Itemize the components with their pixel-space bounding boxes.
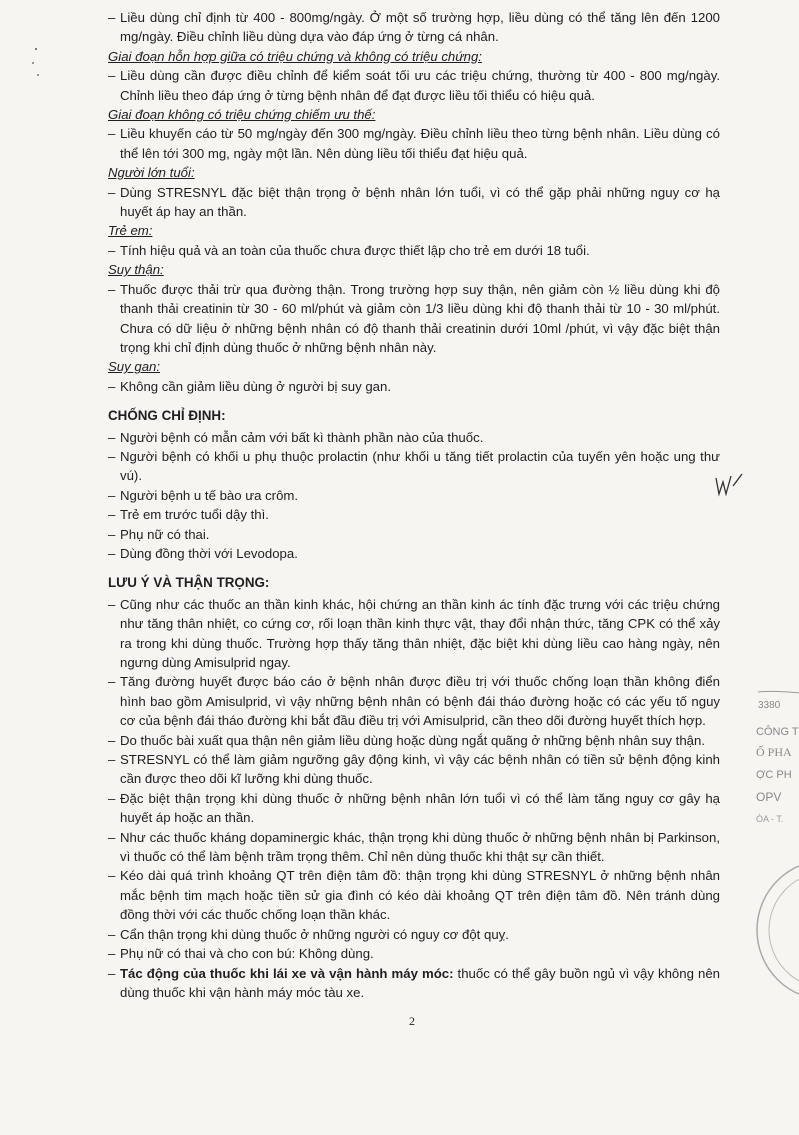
contraindication-item: – Dùng đồng thời với Levodopa.	[108, 544, 720, 563]
contraindication-item: – Người bệnh có mẫn cảm với bất kì thành phần nào của thuốc.	[108, 428, 720, 447]
contraindication-item: – Người bệnh có khối u phụ thuộc prolactin (như khối u tăng tiết prolactin của tuyến yên hoặc ung thư vú).	[108, 447, 720, 486]
warning-item: – Như các thuốc kháng dopaminergic khác, thận trọng khi dùng thuốc ở những bệnh nhân bị Parkinson, vì thuốc có thể làm bệnh trầm trọng thêm. Chỉ nên dùng thuốc khi thật sự cần thiết.	[108, 828, 720, 867]
hepatic-item: – Không cần giảm liều dùng ở người bị suy gan.	[108, 377, 720, 396]
elderly-list	[108, 183, 720, 222]
stamp-line-5: OPV	[756, 790, 782, 804]
renal-item: – Thuốc được thải trừ qua đường thận. Trong trường hợp suy thận, nên giảm còn ½ liều dùng khi độ thanh thải creatinin từ 30 - 60 ml/phút và giảm còn 1/3 liều dùng khi độ thanh thải từ 10 - 30 ml/phút. Chưa có dữ liệu ở những bệnh nhân có độ thanh thải creatinin dưới 10ml /phút, vì vậy đặc biệt thận trọng khi chỉ định dùng thuốc ở những bệnh nhân này.	[108, 280, 720, 358]
children-item: – Tính hiệu quả và an toàn của thuốc chưa được thiết lập cho trẻ em dưới 18 tuổi.	[108, 241, 720, 260]
hepatic-list	[108, 377, 720, 396]
document-body	[108, 8, 720, 1002]
elderly-heading: Người lớn tuổi:	[108, 165, 195, 181]
driving-label: Tác động của thuốc khi lái xe và vận hành máy móc:	[120, 965, 454, 981]
hepatic-heading: Suy gan:	[108, 359, 161, 375]
elderly-item: – Dùng STRESNYL đặc biệt thận trọng ở bệnh nhân lớn tuổi, vì có thể gặp phải những nguy cơ hạ huyết áp hay an thần.	[108, 183, 720, 222]
stamp-line-3: Ố PHA	[756, 745, 792, 759]
company-stamp	[752, 690, 799, 830]
warning-item: – STRESNYL có thể làm giảm ngưỡng gây động kinh, vì vậy các bệnh nhân có tiền sử bệnh động kinh cần được theo dõi kĩ lưỡng khi dùng thuốc.	[108, 750, 720, 789]
warning-item: – Tăng đường huyết được báo cáo ở bệnh nhân được điều trị với thuốc chống loạn thần không điển hình bao gồm Amisulprid, vì vậy những bệnh nhân có bệnh đái tháo đường hoặc có các yếu tố nguy cơ của bệnh đái tháo đường khi bắt đầu điều trị với Amisulprid, cần theo dõi đường huyết thích hợp.	[108, 672, 720, 730]
contraindication-item: – Người bệnh u tế bào ưa crôm.	[108, 486, 720, 505]
renal-list	[108, 280, 720, 358]
contraindications-list	[108, 428, 720, 564]
warning-item: – Cũng như các thuốc an thần kinh khác, hội chứng an thần kinh ác tính đặc trưng với các triệu chứng như tăng thân nhiệt, co cứng cơ, rối loạn thần kinh thực vật, thay đổi nhận thức, tăng CPK có thể xảy ra trong khi dùng thuốc. Trường hợp thấy tăng thân nhiệt, đặc biệt khi dùng liều cao hàng ngày, nên ngưng dùng Amisulprid ngay.	[108, 595, 720, 673]
top-list	[108, 8, 720, 47]
renal-heading: Suy thận:	[108, 262, 164, 278]
negative-phase-list	[108, 124, 720, 163]
negative-phase-item: – Liều khuyến cáo từ 50 mg/ngày đến 300 mg/ngày. Điều chỉnh liều theo từng bệnh nhân. Liều dùng có thể lên tới 300 mg, ngày một lần. Nên dùng liều tối thiểu đạt hiệu quả.	[108, 124, 720, 163]
negative-phase-heading: Giai đoạn không có triệu chứng chiếm ưu thế:	[108, 107, 376, 123]
driving-text: thuốc có thể gây buồn ngủ vì vậy không nên dùng thuốc khi vận hành máy móc tàu xe.	[120, 965, 720, 1000]
contraindication-item: – Trẻ em trước tuổi dậy thì.	[108, 505, 720, 524]
warning-item: – Cẩn thận trọng khi dùng thuốc ở những người có nguy cơ đột quỵ.	[108, 925, 720, 944]
children-heading: Trẻ em:	[108, 223, 153, 239]
stamp-graphic	[752, 690, 799, 830]
page-number: 2	[409, 1014, 415, 1028]
stamp-line-4: ỢC PH	[756, 769, 792, 781]
margin-marks	[30, 45, 44, 85]
mixed-phase-list	[108, 66, 720, 105]
dosage-item: – Liều dùng chỉ định từ 400 - 800mg/ngày. Ở một số trường hợp, liều dùng có thể tăng lên đến 1200 mg/ngày. Điều chỉnh liều dùng dựa vào đáp ứng ở từng cá nhân.	[108, 8, 720, 47]
driving-item	[108, 964, 720, 1003]
warning-item: – Do thuốc bài xuất qua thận nên giảm liều dùng hoặc dùng ngắt quãng ở những bệnh nhân suy thận.	[108, 731, 720, 750]
children-list	[108, 241, 720, 260]
stamp-line-1: 3380	[758, 700, 781, 711]
stamp-line-6: ÒA - T.	[756, 814, 784, 824]
round-seal-fragment	[742, 850, 799, 1010]
mixed-phase-item: – Liều dùng cần được điều chỉnh để kiểm soát tối ưu các triệu chứng, thường từ 400 - 800 mg/ngày. Chỉnh liều theo đáp ứng ở từng bệnh nhân để đạt được liều tối thiểu có hiệu quả.	[108, 66, 720, 105]
contraindications-heading: CHỐNG CHỈ ĐỊNH:	[108, 408, 226, 424]
handwritten-initials	[713, 472, 745, 500]
warning-item: – Phụ nữ có thai và cho con bú: Không dùng.	[108, 944, 720, 963]
mixed-phase-heading: Giai đoạn hỗn hợp giữa có triệu chứng và không có triệu chứng:	[108, 48, 482, 64]
warnings-list	[108, 595, 720, 964]
warning-item: – Đặc biệt thận trọng khi dùng thuốc ở những bệnh nhân lớn tuổi vì có thể làm tăng nguy cơ gây hạ huyết áp hoặc an thần.	[108, 789, 720, 828]
contraindication-item: – Phụ nữ có thai.	[108, 525, 720, 544]
stamp-line-2: CÔNG T	[756, 726, 799, 738]
warnings-heading: LƯU Ý VÀ THẬN TRỌNG:	[108, 575, 270, 591]
warning-item: – Kéo dài quá trình khoảng QT trên điện tâm đồ: thận trọng khi dùng STRESNYL ở những bệnh nhân mắc bệnh tim mạch hoặc tiền sử gia đình có kéo dài khoảng QT trên điện tâm đồ. Nên tránh dùng đồng thời với các thuốc chống loạn thần khác.	[108, 866, 720, 924]
